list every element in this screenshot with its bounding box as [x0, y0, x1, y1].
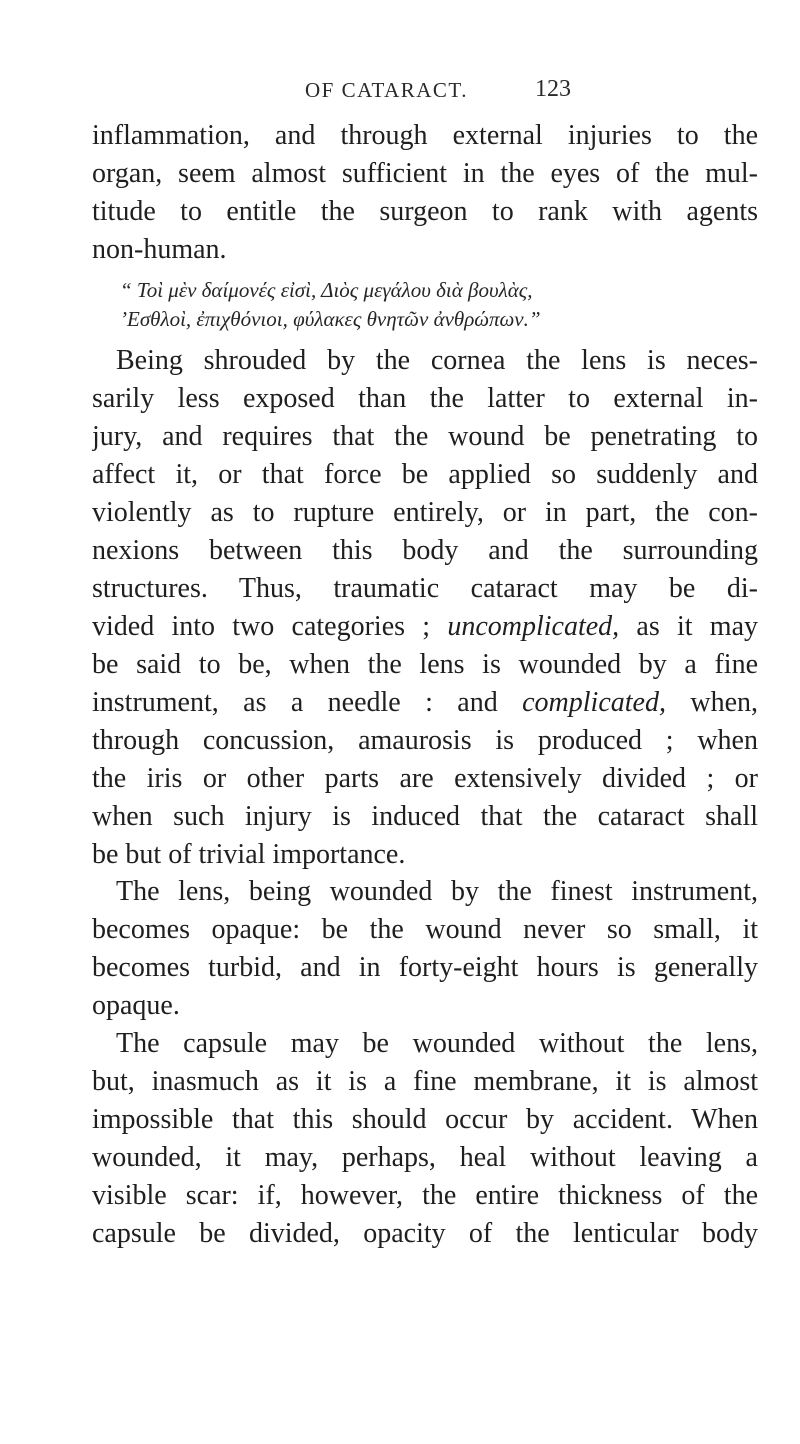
- text-line: structures. Thus, traumatic cataract may be di-: [92, 573, 758, 604]
- text-line: sarily less exposed than the latter to external in-: [92, 383, 758, 414]
- text-line: be said to be, when the lens is wounded by a fine: [92, 649, 758, 680]
- greek-quotation: [120, 276, 720, 334]
- text-line: capsule be divided, opacity of the lenticular body: [92, 1218, 758, 1249]
- text-line: be but of trivial importance.: [92, 839, 406, 870]
- text-line: impossible that this should occur by accident. When: [92, 1104, 758, 1135]
- paragraph-1: [92, 117, 758, 269]
- text-line: organ, seem almost sufficient in the eyes of the mul-: [92, 158, 758, 189]
- text-line: wounded, it may, perhaps, heal without leaving a: [92, 1142, 758, 1173]
- text-line: titude to entitle the surgeon to rank with agents: [92, 196, 758, 227]
- text-segment: when,: [690, 687, 758, 718]
- text-line: affect it, or that force be applied so suddenly and: [92, 459, 758, 490]
- paragraph-4: [92, 1025, 758, 1253]
- text-line: visible scar: if, however, the entire thickness of the: [92, 1180, 758, 1211]
- text-line: becomes turbid, and in forty-eight hours is generally: [92, 952, 758, 983]
- page-number: 123: [535, 76, 571, 102]
- text-line: The lens, being wounded by the finest instrument,: [116, 876, 758, 907]
- paragraph-3: [92, 873, 758, 1025]
- text-line: through concussion, amaurosis is produced ; when: [92, 725, 758, 756]
- text-line: but, inasmuch as it is a fine membrane, it is almost: [92, 1066, 758, 1097]
- text-line: the iris or other parts are extensively divided ; or: [92, 763, 758, 794]
- text-line-mixed: [92, 684, 758, 722]
- term-complicated: complicated,: [522, 687, 666, 718]
- quote-line-1: “ Τοὶ μὲν δαίμονές εἰσὶ, Διὸς μεγάλου διὰ βουλὰς,: [120, 278, 533, 302]
- quote-line-2: ’Εσθλοὶ, ἐπιχθόνιοι, φύλακες θνητῶν ἀνθρώπων.”: [120, 307, 541, 331]
- text-line: non-human.: [92, 234, 227, 265]
- text-segment: vided into two categories ;: [92, 611, 431, 642]
- text-line: nexions between this body and the surrounding: [92, 535, 758, 566]
- text-line: becomes opaque: be the wound never so small, it: [92, 914, 758, 945]
- text-segment: as it may: [636, 611, 758, 642]
- text-line: opaque.: [92, 990, 180, 1021]
- text-line: violently as to rupture entirely, or in part, the con-: [92, 497, 758, 528]
- paragraph-2: [92, 342, 758, 874]
- text-line: The capsule may be wounded without the lens,: [116, 1028, 758, 1059]
- running-title: OF CATARACT.: [305, 78, 468, 102]
- term-uncomplicated: uncomplicated,: [447, 611, 620, 642]
- text-line: inflammation, and through external injuries to the: [92, 120, 758, 151]
- text-line: Being shrouded by the cornea the lens is neces-: [116, 345, 758, 376]
- text-segment: instrument, as a needle : and: [92, 687, 498, 718]
- text-line: jury, and requires that the wound be penetrating to: [92, 421, 758, 452]
- text-line: when such injury is induced that the cataract shall: [92, 801, 758, 832]
- text-line-mixed: [92, 608, 758, 646]
